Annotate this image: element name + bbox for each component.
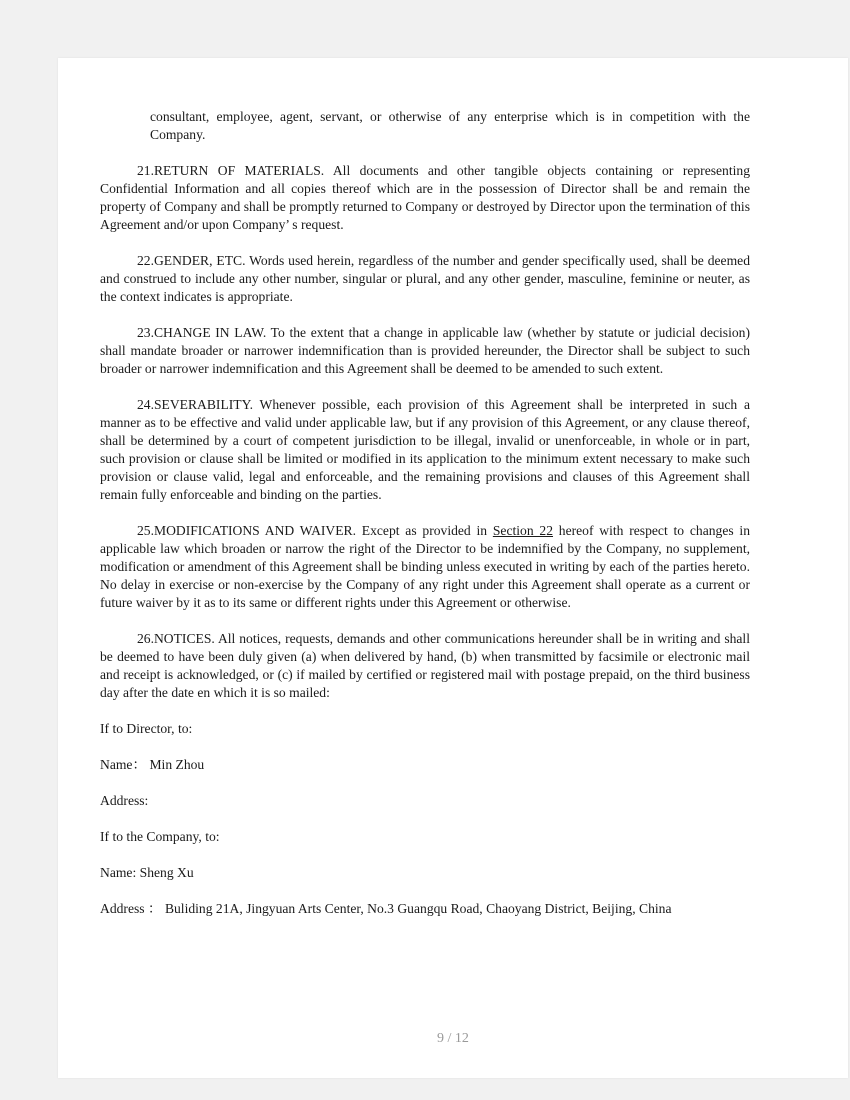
page-number: 9 / 12: [437, 1031, 469, 1046]
director-notice-heading: If to Director, to:: [100, 721, 193, 736]
company-address: Address ： Buliding 21A, Jingyuan Arts Center, No.3 Guangqu Road, Chaoyang District, Beijing, China: [100, 901, 672, 916]
section-22-reference-link[interactable]: Section 22: [492, 523, 554, 538]
document-page: [58, 58, 848, 1078]
section-24-severability: 24.SEVERABILITY. Whenever possible, each provision of this Agreement shall be interpreted in such a manner as to be effective and valid under applicable law, but if any provision of this Agreement, or any clause thereof, shall be determined by a court of competent jurisdiction to be illegal, invalid or unenforceable, in whole or in part, such provision or clause shall be limited or modified in its application to the minimum extent necessary to make such provision or clause valid, legal and enforceable, and the remaining provisions and clauses of this Agreement shall remain fully enforceable and binding on the parties.: [100, 397, 750, 502]
section-26-notices: 26.NOTICES. All notices, requests, demands and other communications hereunder shall be in writing and shall be deemed to have been duly given (a) when delivered by hand, (b) when transmitted by facsimile or electronic mail and receipt is acknowledged, or (c) if mailed by certified or registered mail with postage prepaid, on the third business day after the date en which it is so mailed:: [100, 631, 750, 700]
section-25-text-before: 25.MODIFICATIONS AND WAIVER. Except as provided in: [137, 523, 493, 538]
section-22-gender: 22.GENDER, ETC. Words used herein, regardless of the number and gender specifically used, shall be deemed and construed to include any other number, singular or plural, and any other gender, masculine, feminine or neuter, as the context indicates is appropriate.: [100, 253, 750, 304]
director-address: Address:: [100, 793, 149, 808]
section-25-modifications-and-waiver: [100, 522, 750, 612]
company-notice-heading: If to the Company, to:: [100, 829, 220, 844]
page-content: [100, 108, 750, 936]
section-23-change-in-law: 23.CHANGE IN LAW. To the extent that a change in applicable law (whether by statute or judicial decision) shall mandate broader or narrower indemnification than is provided hereunder, the Director shall be subject to such broader or narrower indemnification and this Agreement shall be deemed to be amended to such extent.: [100, 325, 750, 376]
continuation-paragraph: consultant, employee, agent, servant, or otherwise of any enterprise which is in competition with the Company.: [150, 109, 750, 142]
company-contact-name: Name: Sheng Xu: [100, 865, 194, 880]
director-name: Name： Min Zhou: [100, 757, 205, 772]
section-25-text-after: hereof with respect to changes in applicable law which broaden or narrow the right of the Director to be indemnified by the Company, no supplement, modification or amendment of this Agreement shall be binding unless executed in writing by each of the parties hereto. No delay in exercise or non-exercise by the Company of any right under this Agreement shall operate as a current or future waiver by it as to its same or different rights under this Agreement or otherwise.: [100, 523, 750, 610]
section-21-return-of-materials: 21.RETURN OF MATERIALS. All documents and other tangible objects containing or representing Confidential Information and all copies thereof which are in the possession of Director shall be and remain the property of Company and shall be promptly returned to Company or destroyed by Director upon the termination of this Agreement and/or upon Company’ s request.: [100, 163, 750, 232]
